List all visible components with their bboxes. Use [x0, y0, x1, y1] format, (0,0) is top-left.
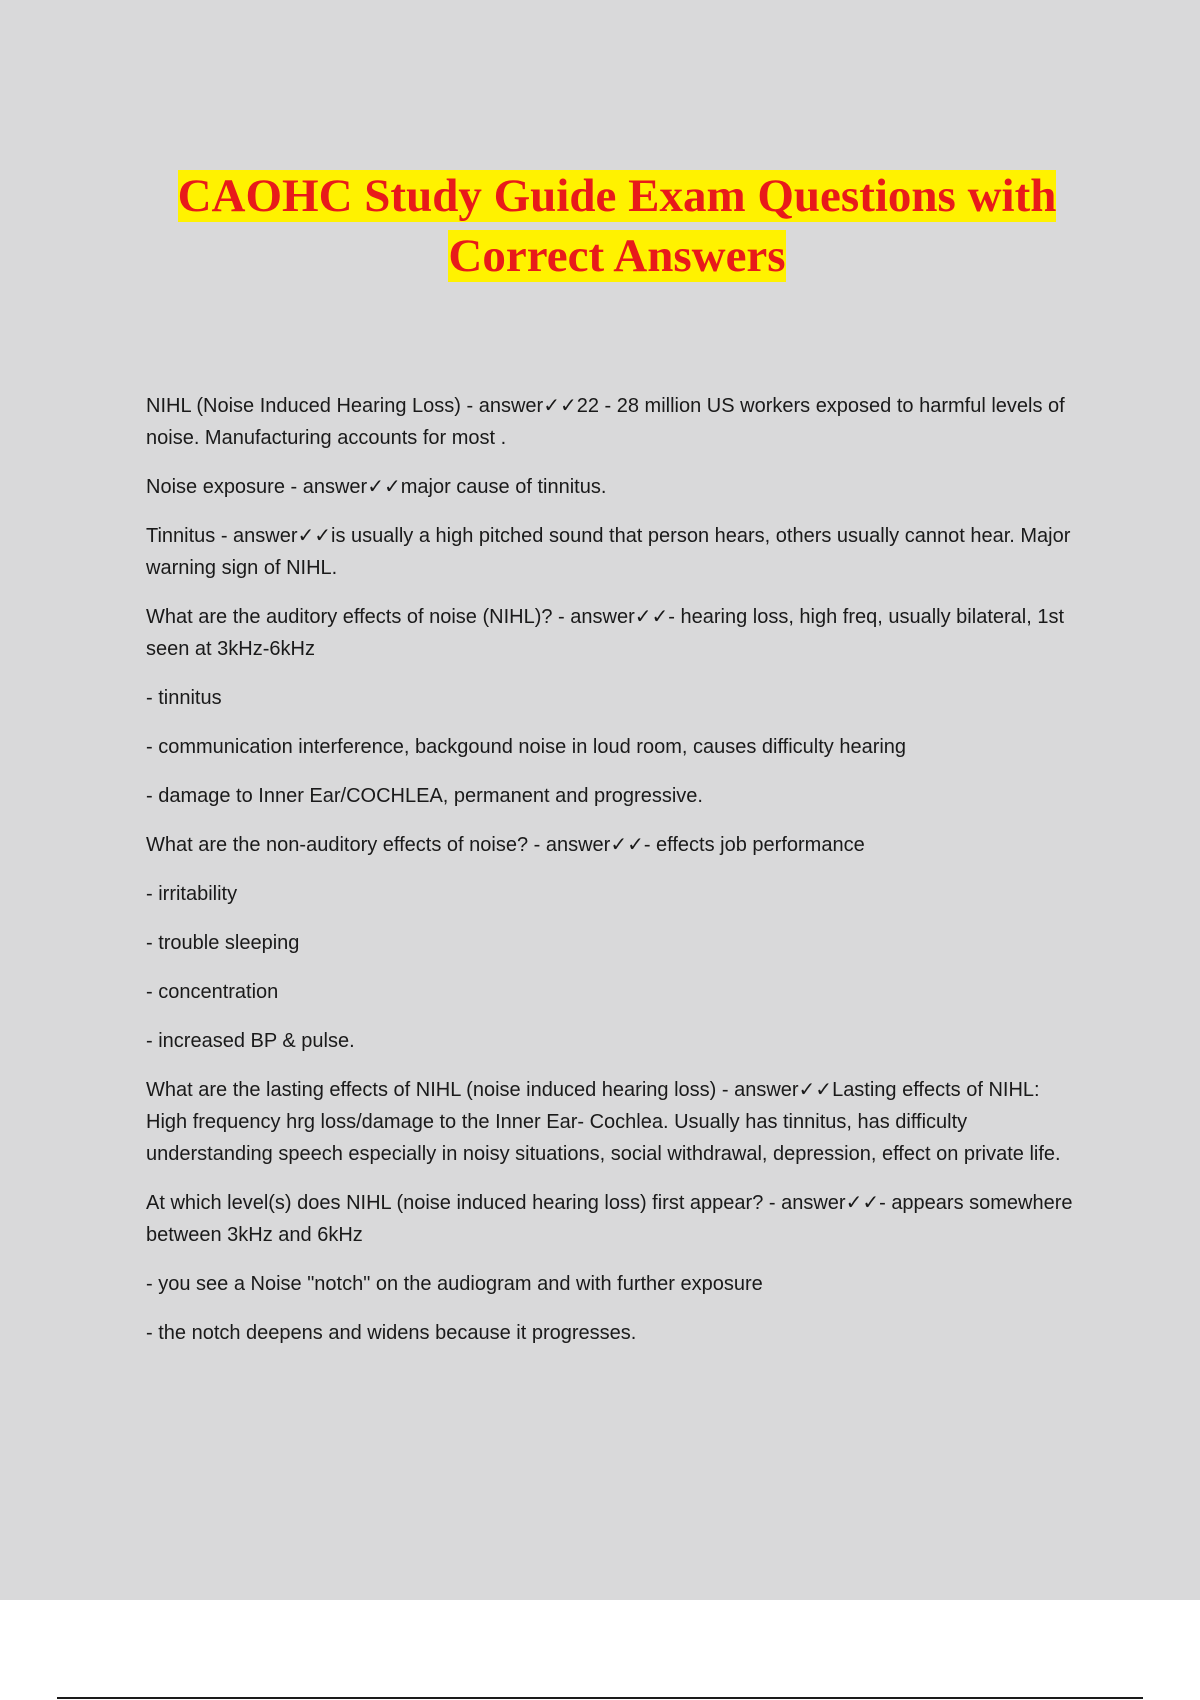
paragraph: What are the non-auditory effects of noise? - answer✓✓- effects job performance	[146, 834, 865, 856]
paragraph: - irritability	[146, 883, 238, 905]
document-body	[146, 390, 1076, 1366]
paragraph: - trouble sleeping	[146, 932, 300, 954]
paragraph: - increased BP & pulse.	[146, 1030, 355, 1052]
paragraph: What are the auditory effects of noise (NIHL)? - answer✓✓- hearing loss, high freq, usually bilateral, 1st seen at 3kHz-6kHz	[146, 606, 1065, 660]
paragraph: - damage to Inner Ear/COCHLEA, permanent and progressive.	[146, 785, 703, 807]
paragraph: - concentration	[146, 981, 279, 1003]
footer-divider	[57, 1697, 1143, 1699]
title-line-2: Correct Answers	[448, 230, 786, 282]
paragraph: - communication interference, backgound noise in loud room, causes difficulty hearing	[146, 736, 907, 758]
paragraph: - the notch deepens and widens because it progresses.	[146, 1322, 637, 1344]
paragraph: - tinnitus	[146, 687, 222, 709]
paragraph: NIHL (Noise Induced Hearing Loss) - answer✓✓22 - 28 million US workers exposed to harmful levels of noise. Manufacturing accounts for most .	[146, 395, 1065, 449]
paragraph: Tinnitus - answer✓✓is usually a high pitched sound that person hears, others usually cannot hear. Major warning sign of NIHL.	[146, 525, 1071, 579]
paragraph: At which level(s) does NIHL (noise induced hearing loss) first appear? - answer✓✓- appears somewhere between 3kHz and 6kHz	[146, 1192, 1073, 1246]
paragraph: Noise exposure - answer✓✓major cause of tinnitus.	[146, 476, 607, 498]
paragraph: - you see a Noise "notch" on the audiogram and with further exposure	[146, 1273, 763, 1295]
paragraph: What are the lasting effects of NIHL (noise induced hearing loss) - answer✓✓Lasting effects of NIHL: High frequency hrg loss/damage to the Inner Ear- Cochlea. Usually has tinnitus, has difficulty understanding speech especially in noisy situations, social withdrawal, depression, effect on private life.	[146, 1079, 1061, 1165]
document-title	[0, 166, 1200, 286]
title-line-1: CAOHC Study Guide Exam Questions with	[177, 170, 1057, 222]
